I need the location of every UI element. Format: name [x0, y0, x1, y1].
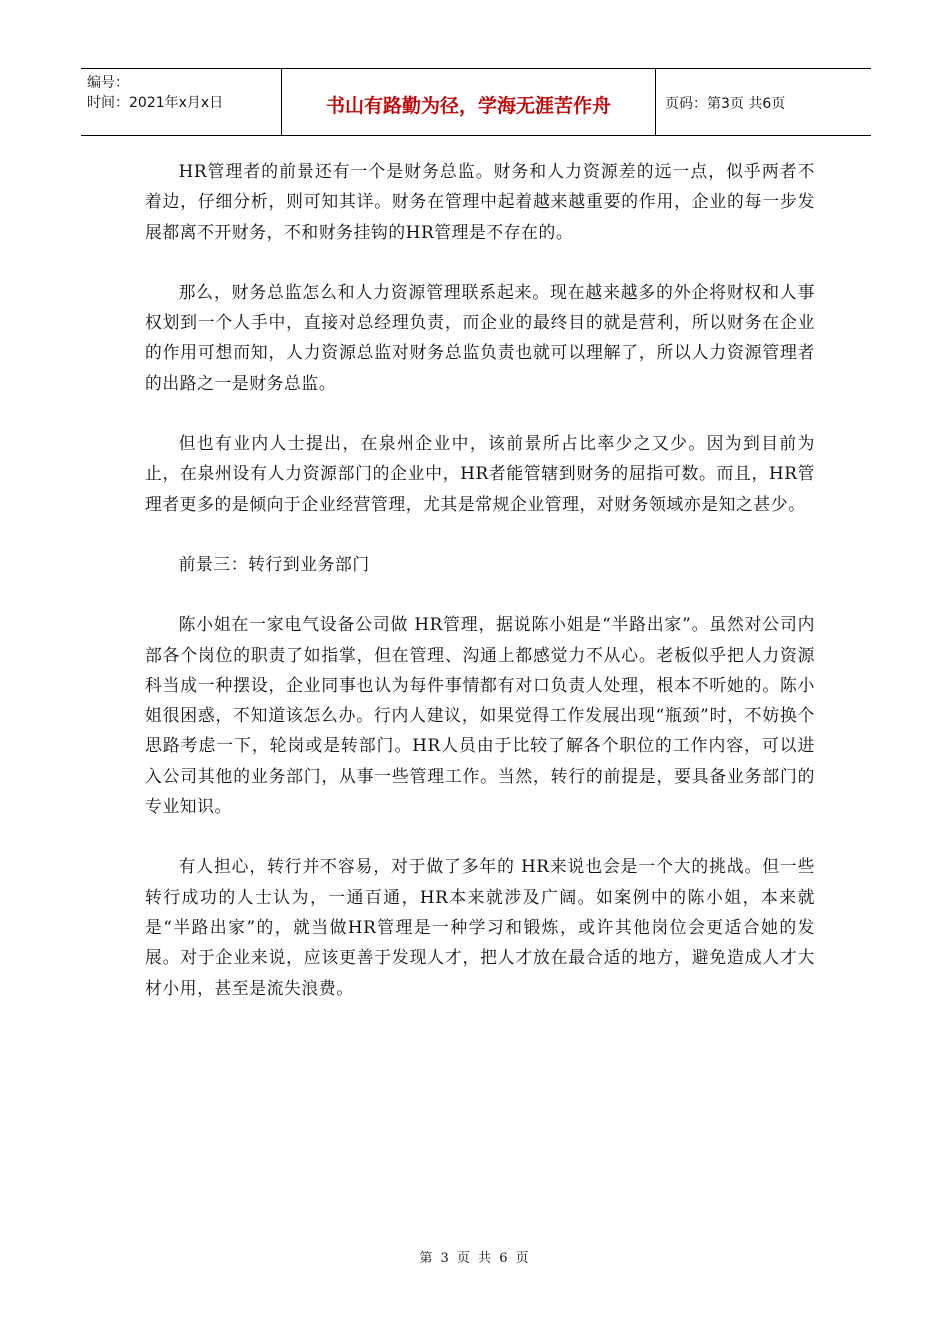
page-header — [81, 68, 871, 136]
document-date-label: 时间：2021年x月x日 — [87, 95, 224, 111]
paragraph-3: 但也有业内人士提出，在泉州企业中，该前景所占比率少之又少。因为到目前为止，在泉州设有人力资源部门的企业中，HR者能管辖到财务的屈指可数。而且，HR管理者更多的是倾向于企业经营管理，尤其是常规企业管理，对财务领域亦是知之甚少。 — [145, 433, 815, 514]
header-meta-cell — [81, 69, 282, 135]
document-number-label: 编号： — [87, 75, 129, 91]
section-heading: 前景三：转行到业务部门 — [178, 553, 370, 574]
paragraph-1: HR管理者的前景还有一个是财务总监。财务和人力资源差的远一点，似乎两者不着边，仔细分析，则可知其详。财务在管理中起着越来越重要的作用，企业的每一步发展都离不开财务，不和财务挂钩的HR管理是不存在的。 — [145, 161, 815, 242]
header-page-label: 页码：第3页 共6页 — [665, 96, 786, 112]
document-body — [145, 156, 815, 1033]
header-motto: 书山有路勤为径，学海无涯苦作舟 — [282, 69, 656, 135]
page-footer: 第 3 页 共 6 页 — [419, 1251, 531, 1266]
paragraph-4: 陈小姐在一家电气设备公司做 HR管理，据说陈小姐是“半路出家”。虽然对公司内部各个岗位的职责了如指掌，但在管理、沟通上都感觉力不从心。老板似乎把人力资源科当成一种摆设，企业同事也认为每件事情都有对口负责人处理，根本不听她的。陈小姐很困惑，不知道该怎么办。行内人建议，如果觉得工作发展出现“瓶颈”时，不妨换个思路考虑一下，轮岗或是转部门。HR人员由于比较了解各个职位的工作内容，可以进入公司其他的业务部门，从事一些管理工作。当然，转行的前提是，要具备业务部门的专业知识。 — [145, 614, 815, 817]
paragraph-2: 那么，财务总监怎么和人力资源管理联系起来。现在越来越多的外企将财权和人事权划到一个人手中，直接对总经理负责，而企业的最终目的就是营利，所以财务在企业的作用可想而知，人力资源总监对财务总监负责也就可以理解了，所以人力资源管理者的出路之一是财务总监。 — [145, 281, 815, 393]
paragraph-5: 有人担心，转行并不容易，对于做了多年的 HR来说也会是一个大的挑战。但一些转行成功的人士认为，一通百通，HR本来就涉及广阔。如案例中的陈小姐，本来就是“半路出家”的，就当做HR管理是一种学习和锻炼，或许其他岗位会更适合她的发展。对于企业来说，应该更善于发现人才，把人才放在最合适的地方，避免造成人才大材小用，甚至是流失浪费。 — [145, 856, 815, 998]
